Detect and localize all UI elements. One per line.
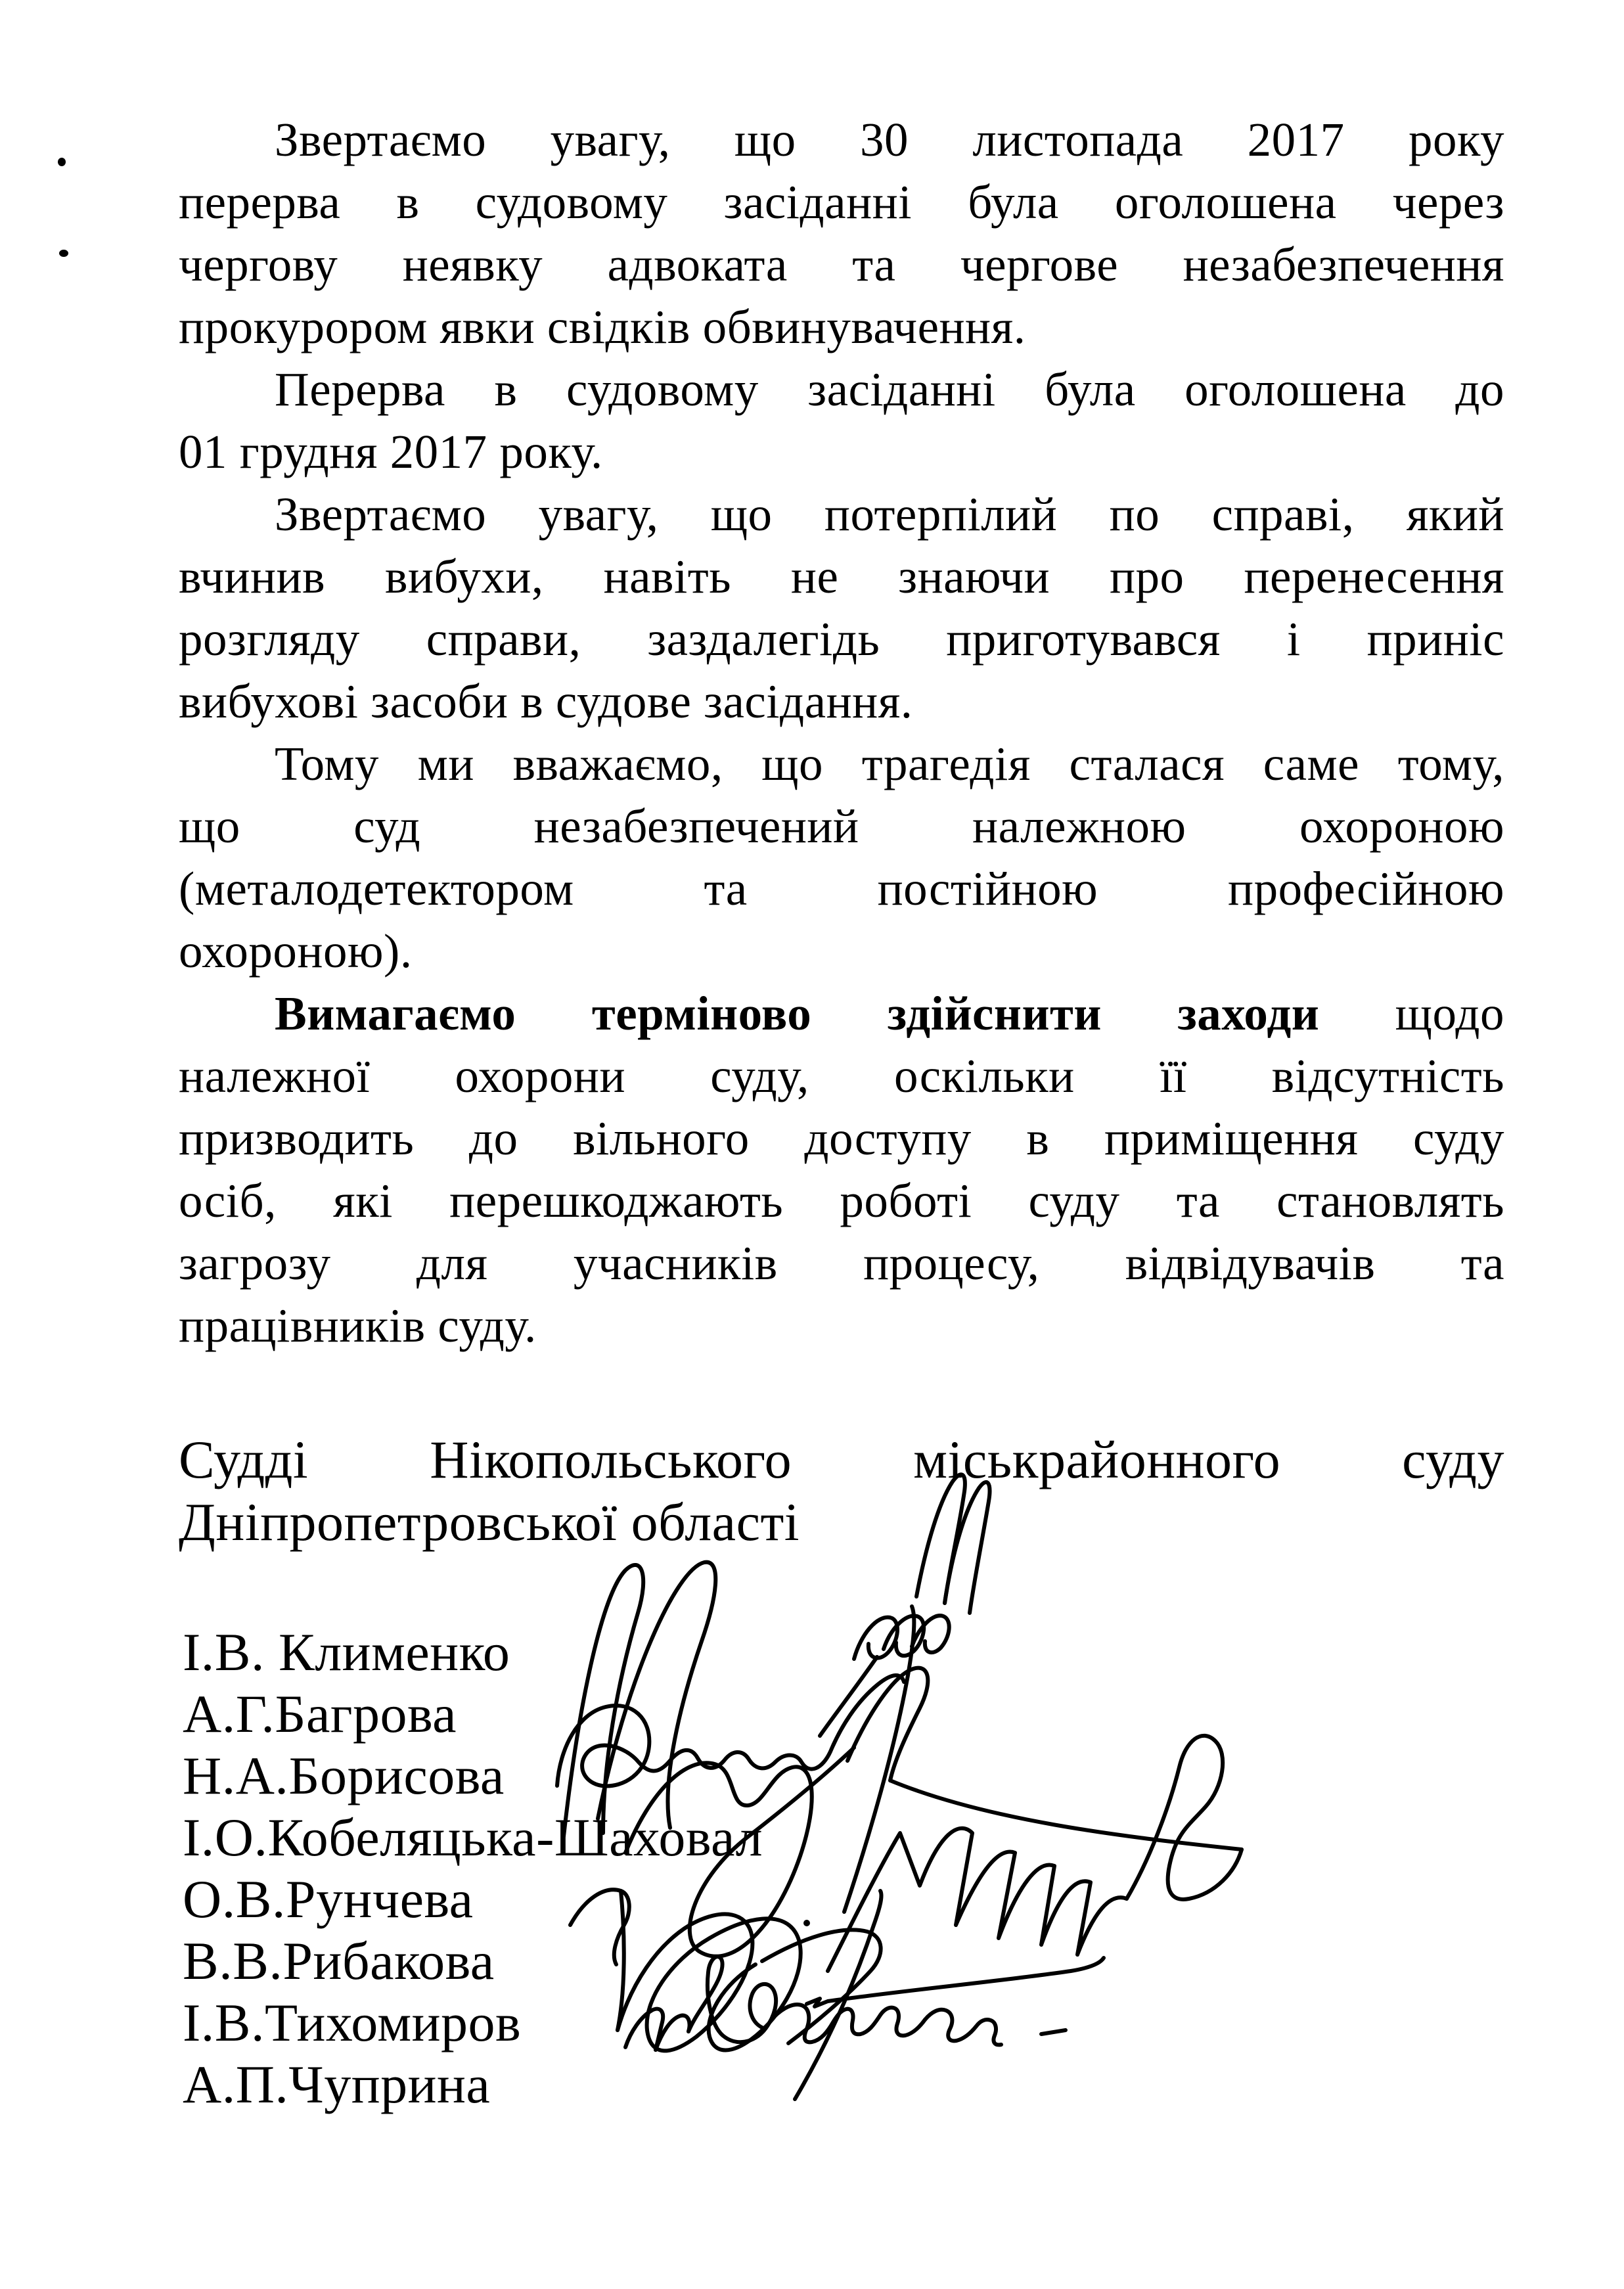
text-line: що суд незабезпечений належною охороною (179, 800, 1504, 853)
paragraph (179, 483, 1504, 733)
text-line: прокурором явки свідків обвинувачення. (179, 300, 1026, 353)
judge-name: І.В.Тихомиров (183, 1993, 522, 2052)
scan-speck (59, 250, 68, 257)
text-line: Звертаємо увагу, що 30 листопада 2017 року (275, 113, 1504, 166)
text-run: щодо (1319, 987, 1505, 1040)
text-line: осіб, які перешкоджають роботі суду та становлять (179, 1174, 1504, 1227)
paragraph (179, 733, 1504, 982)
text-line: вибухові засоби в судове засідання. (179, 675, 913, 728)
text-line: загрозу для учасників процесу, відвідувачів та (179, 1236, 1504, 1290)
scan-speck (58, 158, 66, 166)
judge-name: В.В.Рибакова (183, 1931, 495, 1991)
text-line: охороною). (179, 924, 413, 978)
text-line: чергову неявку адвоката та чергове незабезпечення (179, 238, 1504, 291)
signature-4 (570, 1890, 882, 2099)
signoff-line: Дніпропетровської області (179, 1492, 800, 1552)
judge-name: І.В. Клименко (183, 1622, 510, 1682)
text-line: Тому ми вважаємо, що трагедія сталася саме тому, (275, 737, 1504, 790)
paragraph (179, 982, 1504, 1357)
judge-name: А.Г.Багрова (183, 1684, 457, 1744)
text-line: вчинив вибухи, навіть не знаючи про перенесення (179, 550, 1504, 603)
judge-name: І.О.Кобеляцька-Шаховал (183, 1807, 763, 1867)
text-line (179, 982, 1504, 1045)
judge-name: Н.А.Борисова (183, 1746, 505, 1805)
demand-bold-text: Вимагаємо терміново здійснити заходи (275, 987, 1320, 1040)
text-line: (металодетектором та постійною професійною (179, 862, 1504, 915)
signature-1 (564, 1474, 990, 1956)
paragraph (179, 108, 1504, 358)
text-line: Перерва в судовому засіданні була оголошена до (275, 363, 1504, 416)
text-line: перерва в судовому засіданні була оголошена через (179, 175, 1504, 229)
letter-body (179, 108, 1504, 1357)
text-line: працівників суду. (179, 1299, 537, 1352)
judge-name: О.В.Рунчева (183, 1869, 474, 1929)
text-line: призводить до вільного доступу в приміщення суду (179, 1112, 1504, 1165)
judge-name: А.П.Чуприна (183, 2054, 491, 2114)
text-line: розгляду справи, заздалегідь приготувався і приніс (179, 612, 1504, 666)
text-line: належної охорони суду, оскільки її відсутність (179, 1049, 1504, 1102)
text-line: Звертаємо увагу, що потерпілий по справі, який (275, 487, 1504, 541)
paragraph (179, 358, 1504, 483)
handwritten-signatures-graphic (394, 1465, 1419, 2162)
text-line: 01 грудня 2017 року. (179, 425, 603, 478)
signoff-line: Судді Нікопольського міськрайонного суду (179, 1430, 1504, 1489)
